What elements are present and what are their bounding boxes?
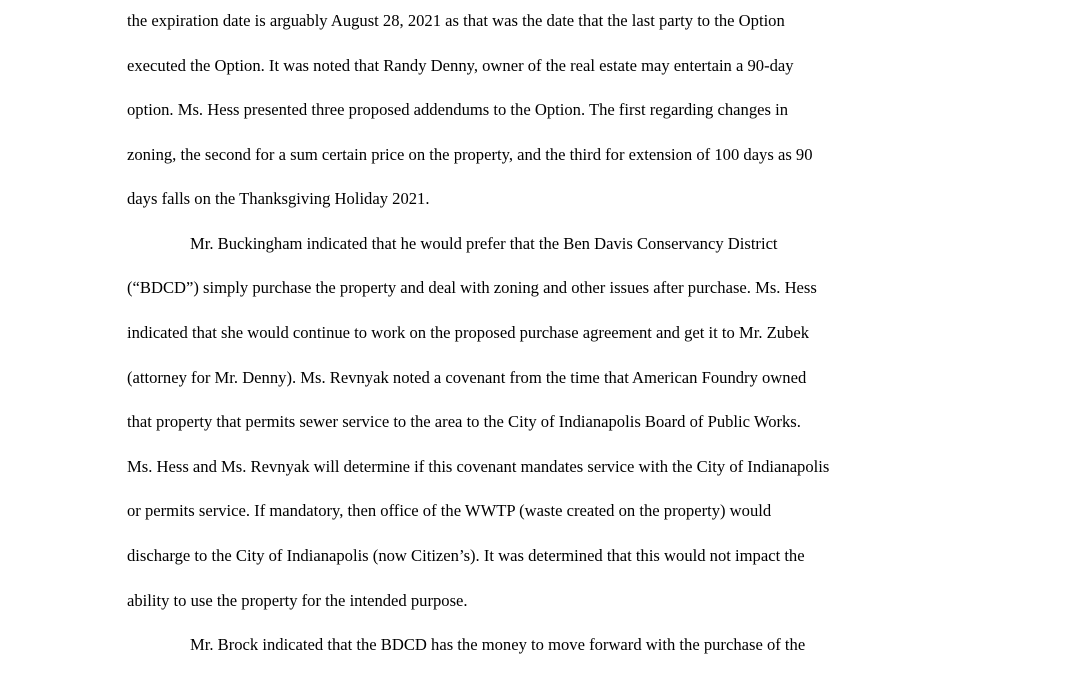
paragraph-line-12: or permits service. If mandatory, then office of the WWTP (waste created on the property) would <box>127 501 772 520</box>
paragraph-line-1: the expiration date is arguably August 28, 2021 as that was the date that the last party to the Option <box>127 11 785 30</box>
paragraph-line-4: zoning, the second for a sum certain price on the property, and the third for extension of 100 days as 90 <box>127 145 813 164</box>
paragraph-line-11: Ms. Hess and Ms. Revnyak will determine if this covenant mandates service with the City of Indianapolis <box>127 457 830 476</box>
paragraph-line-8: indicated that she would continue to work on the proposed purchase agreement and get it to Mr. Zubek <box>127 323 810 342</box>
paragraph-line-5: days falls on the Thanksgiving Holiday 2021. <box>127 189 430 208</box>
paragraph-line-7: (“BDCD”) simply purchase the property and deal with zoning and other issues after purchase. Ms. Hess <box>127 278 817 297</box>
paragraph-line-9: (attorney for Mr. Denny). Ms. Revnyak noted a covenant from the time that American Foundry owned <box>127 368 807 387</box>
paragraph-line-6: Mr. Buckingham indicated that he would prefer that the Ben Davis Conservancy District <box>190 234 778 253</box>
paragraph-line-10: that property that permits sewer service to the area to the City of Indianapolis Board of Public Works. <box>127 412 801 431</box>
paragraph-line-3: option. Ms. Hess presented three proposed addendums to the Option. The first regarding changes in <box>127 100 788 119</box>
paragraph-line-14: ability to use the property for the intended purpose. <box>127 591 468 610</box>
paragraph-line-15: Mr. Brock indicated that the BDCD has the money to move forward with the purchase of the <box>190 635 806 654</box>
paragraph-line-2: executed the Option. It was noted that Randy Denny, owner of the real estate may entertain a 90-day <box>127 56 794 75</box>
paragraph-line-13: discharge to the City of Indianapolis (now Citizen’s). It was determined that this would not impact the <box>127 546 805 565</box>
